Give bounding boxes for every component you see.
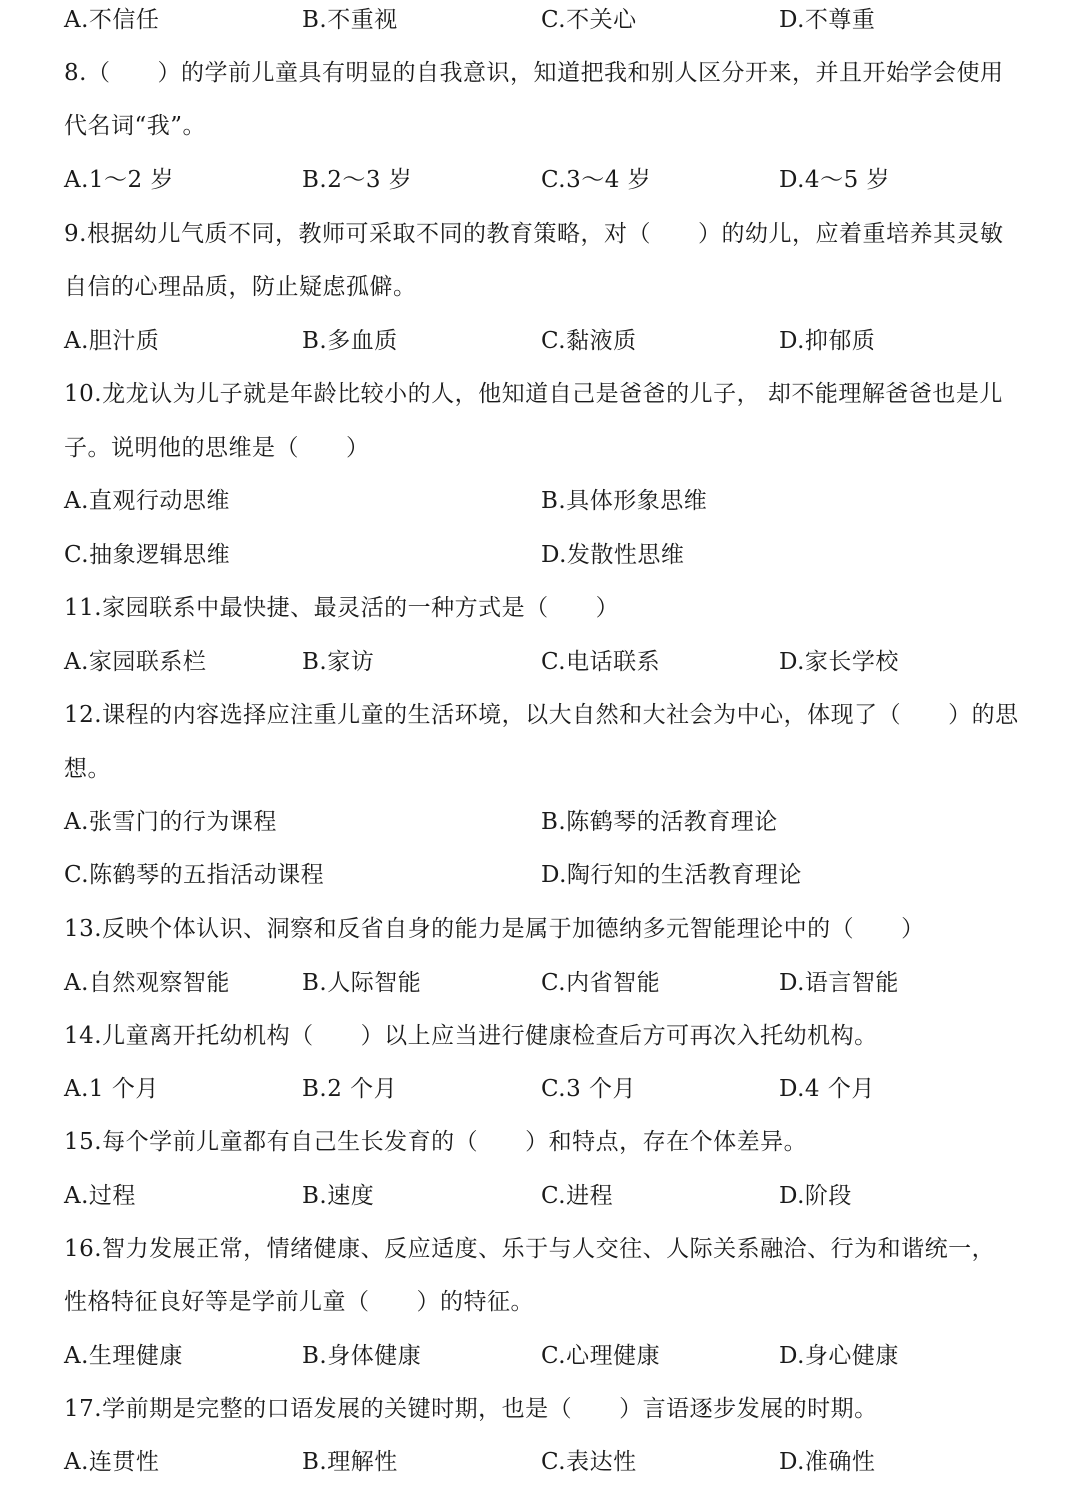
q7-option-d: D.不尊重	[779, 7, 876, 33]
q17-option-c: C.表达性	[541, 1449, 637, 1475]
q11-option-d: D.家长学校	[779, 649, 899, 675]
q13-option-c: C.内省智能	[541, 970, 661, 996]
q13-option-d: D.语言智能	[779, 970, 899, 996]
q10-stem-line1: 10.龙龙认为儿子就是年龄比较小的人，他知道自己是爸爸的儿子， 却不能理解爸爸也是儿	[64, 381, 1003, 407]
q10-option-b: B.具体形象思维	[541, 488, 708, 514]
q8-stem-line1: 8.（ ）的学前儿童具有明显的自我意识，知道把我和别人区分开来，并且开始学会使用	[64, 60, 1004, 86]
q16-stem-line2: 性格特征良好等是学前儿童（ ）的特征。	[64, 1289, 534, 1315]
q9-option-d: D.抑郁质	[779, 328, 876, 354]
q11-option-b: B.家访	[302, 649, 375, 675]
q15-option-c: C.进程	[541, 1183, 614, 1209]
q7-option-c: C.不关心	[541, 7, 637, 33]
q13-option-a: A.自然观察智能	[64, 970, 230, 996]
q10-option-d: D.发散性思维	[541, 542, 685, 568]
q14-option-a: A.1 个月	[64, 1076, 159, 1102]
q16-stem-line1: 16.智力发展正常，情绪健康、反应适度、乐于与人交往、人际关系融洽、行为和谐统一，	[64, 1236, 996, 1262]
q11-option-c: C.电话联系	[541, 649, 661, 675]
q14-option-c: C.3 个月	[541, 1076, 637, 1102]
q12-option-a: A.张雪门的行为课程	[64, 809, 277, 835]
q13-option-b: B.人际智能	[302, 970, 422, 996]
q9-stem-line1: 9.根据幼儿气质不同，教师可采取不同的教育策略，对（ ）的幼儿，应着重培养其灵敏	[64, 221, 1004, 247]
q8-option-a: A.1～2 岁	[64, 167, 174, 193]
q10-option-c: C.抽象逻辑思维	[64, 542, 231, 568]
q8-option-d: D.4～5 岁	[779, 167, 891, 193]
q15-option-b: B.速度	[302, 1183, 375, 1209]
q16-option-d: D.身心健康	[779, 1343, 899, 1369]
q17-stem-line1: 17.学前期是完整的口语发展的关键时期，也是（ ）言语逐步发展的时期。	[64, 1396, 878, 1422]
q8-option-b: B.2～3 岁	[302, 167, 413, 193]
q12-option-d: D.陶行知的生活教育理论	[541, 862, 802, 888]
q12-stem-line2: 想。	[64, 756, 111, 782]
q7-option-a: A.不信任	[64, 7, 160, 33]
q12-option-b: B.陈鹤琴的活教育理论	[541, 809, 778, 835]
q8-option-c: C.3～4 岁	[541, 167, 652, 193]
q9-stem-line2: 自信的心理品质，防止疑虑孤僻。	[64, 274, 417, 300]
q16-option-a: A.生理健康	[64, 1343, 183, 1369]
q9-option-c: C.黏液质	[541, 328, 637, 354]
q11-option-a: A.家园联系栏	[64, 649, 207, 675]
q10-stem-line2: 子。说明他的思维是（ ）	[64, 435, 370, 461]
q14-option-b: B.2 个月	[302, 1076, 398, 1102]
q17-option-d: D.准确性	[779, 1449, 876, 1475]
q12-option-c: C.陈鹤琴的五指活动课程	[64, 862, 325, 888]
q16-option-b: B.身体健康	[302, 1343, 422, 1369]
q15-stem-line1: 15.每个学前儿童都有自己生长发育的（ ）和特点，存在个体差异。	[64, 1129, 808, 1155]
q8-stem-line2: 代名词“我”。	[64, 113, 207, 139]
q10-option-a: A.直观行动思维	[64, 488, 230, 514]
q17-option-a: A.连贯性	[64, 1449, 160, 1475]
q7-option-b: B.不重视	[302, 7, 398, 33]
q14-option-d: D.4 个月	[779, 1076, 875, 1102]
q14-stem-line1: 14.儿童离开托幼机构（ ）以上应当进行健康检查后方可再次入托幼机构。	[64, 1023, 878, 1049]
q12-stem-line1: 12.课程的内容选择应注重儿童的生活环境，以大自然和大社会为中心，体现了（ ）的思	[64, 702, 1019, 728]
q11-stem-line1: 11.家园联系中最快捷、最灵活的一种方式是（ ）	[64, 595, 620, 621]
q9-option-a: A.胆汁质	[64, 328, 160, 354]
q15-option-a: A.过程	[64, 1183, 136, 1209]
q16-option-c: C.心理健康	[541, 1343, 661, 1369]
q15-option-d: D.阶段	[779, 1183, 852, 1209]
q17-option-b: B.理解性	[302, 1449, 398, 1475]
q9-option-b: B.多血质	[302, 328, 398, 354]
q13-stem-line1: 13.反映个体认识、洞察和反省自身的能力是属于加德纳多元智能理论中的（ ）	[64, 916, 925, 942]
